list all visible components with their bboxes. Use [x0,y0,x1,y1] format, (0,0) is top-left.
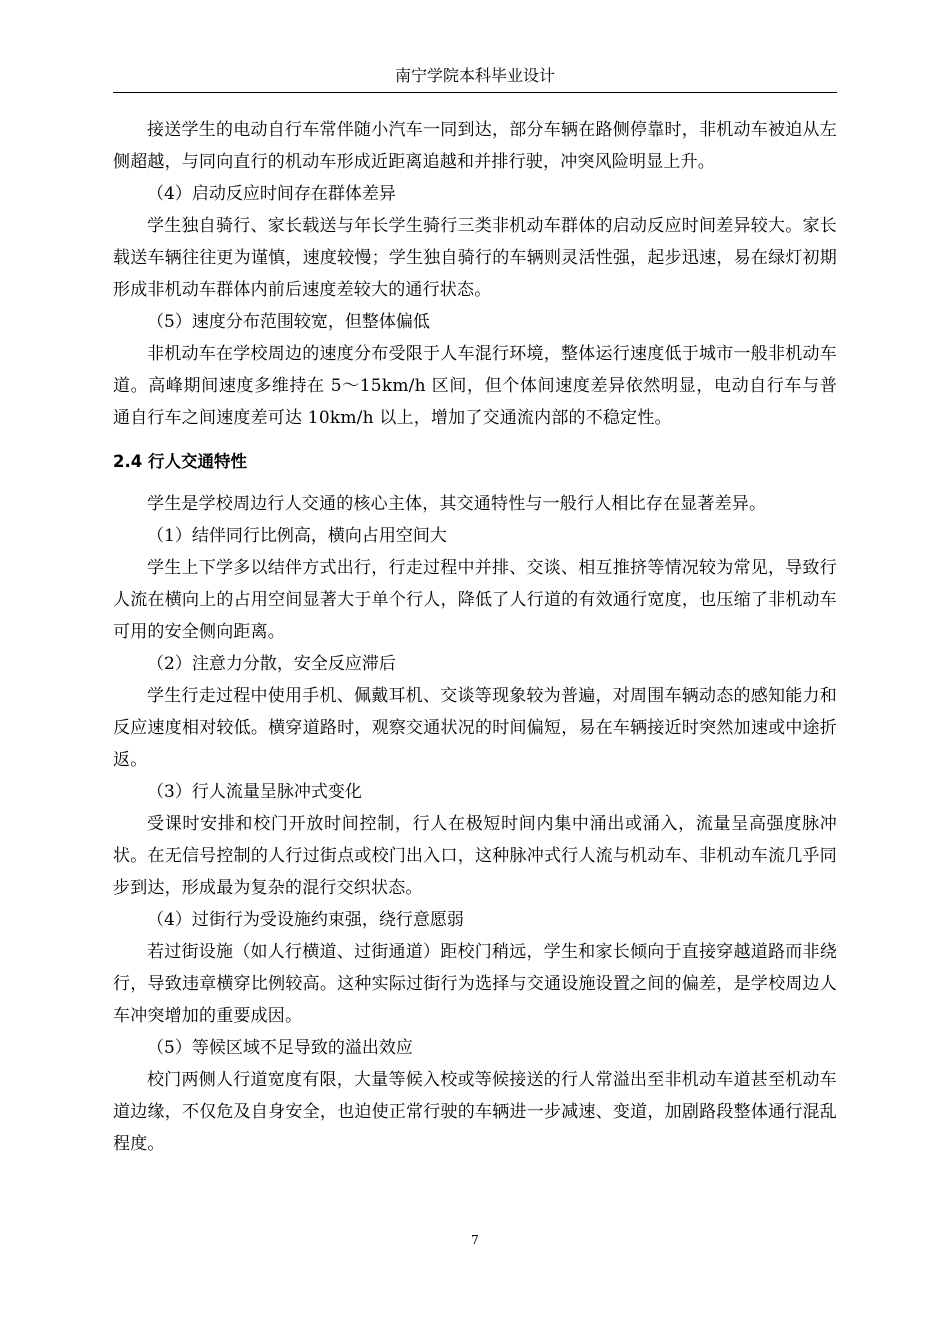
paragraph: 学生是学校周边行人交通的核心主体，其交通特性与一般行人相比存在显著差异。 [147,494,767,514]
paragraph: 若过街设施（如人行横道、过街通道）距校门稍远，学生和家长倾向于直接穿越道路而非绕行，导致违章横穿比例较高。这种实际过街行为选择与交通设施设置之间的偏差，是学校周边人车冲突增加的重要成因。 [113,942,837,1026]
paragraph: 受课时安排和校门开放时间控制，行人在极短时间内集中涌出或涌入，流量呈高强度脉冲状。在无信号控制的人行过街点或校门出入口，这种脉冲式行人流与机动车、非机动车流几乎同步到达，形成最为复杂的混行交织状态。 [113,814,837,898]
paragraph: 学生行走过程中使用手机、佩戴耳机、交谈等现象较为普遍，对周围车辆动态的感知能力和反应速度相对较低。横穿道路时，观察交通状况的时间偏短，易在车辆接近时突然加速或中途折返。 [113,686,837,770]
list-item-heading: （4）启动反应时间存在群体差异 [147,184,396,204]
list-item-heading: （2）注意力分散，安全反应滞后 [147,654,396,674]
paragraph: 学生独自骑行、家长载送与年长学生骑行三类非机动车群体的启动反应时间差异较大。家长载送车辆往往更为谨慎，速度较慢；学生独自骑行的车辆则灵活性强，起步迅速，易在绿灯初期形成非机动车群体内前后速度差较大的通行状态。 [113,216,837,300]
header-divider [113,92,837,93]
list-item-heading: （4）过街行为受设施约束强，绕行意愿弱 [147,910,464,930]
paragraph: 学生上下学多以结伴方式出行，行走过程中并排、交谈、相互推挤等情况较为常见，导致行人流在横向上的占用空间显著大于单个行人，降低了人行道的有效通行宽度，也压缩了非机动车可用的安全侧向距离。 [113,558,837,642]
list-item-heading: （3）行人流量呈脉冲式变化 [147,782,362,802]
paragraph: 接送学生的电动自行车常伴随小汽车一同到达，部分车辆在路侧停靠时，非机动车被迫从左侧超越，与同向直行的机动车形成近距离追越和并排行驶，冲突风险明显上升。 [113,120,837,172]
section-heading: 2.4 行人交通特性 [113,452,247,471]
paragraph: 校门两侧人行道宽度有限，大量等候入校或等候接送的行人常溢出至非机动车道甚至机动车道边缘，不仅危及自身安全，也迫使正常行驶的车辆进一步减速、变道，加剧路段整体通行混乱程度。 [113,1070,837,1154]
paragraph: 非机动车在学校周边的速度分布受限于人车混行环境，整体运行速度低于城市一般非机动车道。高峰期间速度多维持在 5～15km/h 区间，但个体间速度差异依然明显，电动自行车与普通自行车之间速度差可达 10km/h 以上，增加了交通流内部的不稳定性。 [113,344,837,428]
list-item-heading: （5）速度分布范围较宽，但整体偏低 [147,312,430,332]
page-number: 7 [471,1233,479,1247]
list-item-heading: （5）等候区域不足导致的溢出效应 [147,1038,413,1058]
list-item-heading: （1）结伴同行比例高，横向占用空间大 [147,526,447,546]
page-header-title: 南宁学院本科毕业设计 [394,66,555,85]
body-content [113,114,837,1160]
